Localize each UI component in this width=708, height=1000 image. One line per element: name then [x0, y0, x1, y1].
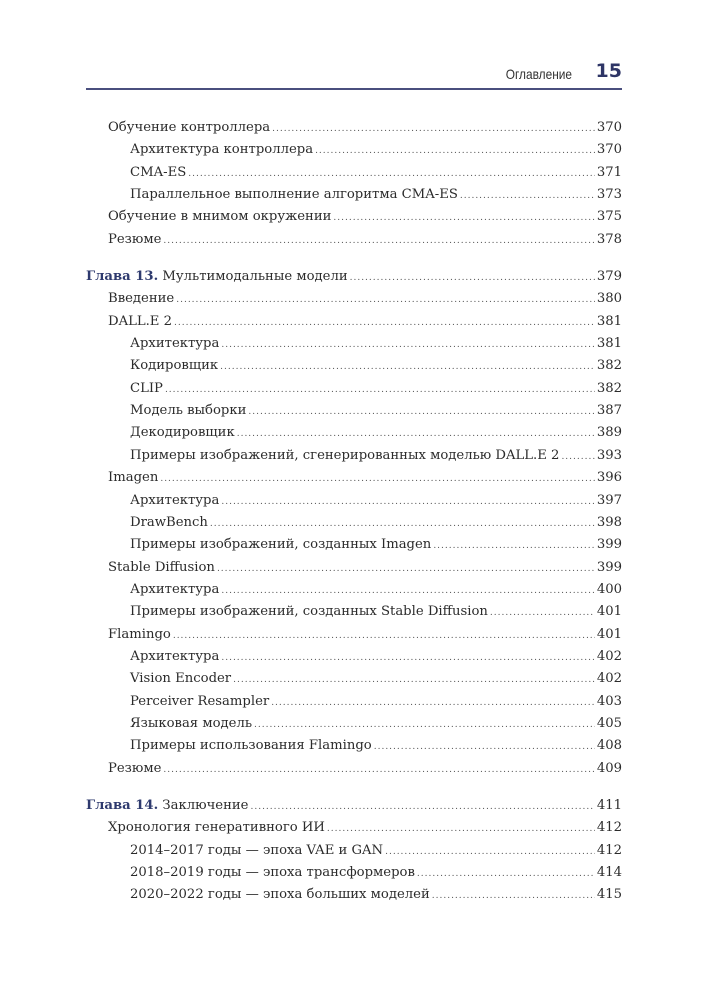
toc-entry[interactable] [86, 403, 622, 425]
page-number: 15 [595, 60, 622, 82]
toc-entry-page: 412 [596, 842, 622, 858]
toc-entry-page: 387 [596, 403, 622, 419]
toc-entry-label [130, 671, 231, 686]
dot-leader [233, 675, 595, 685]
toc-entry-page: 382 [596, 380, 622, 396]
toc-entry-page: 400 [596, 581, 622, 597]
toc-entry[interactable] [86, 560, 622, 582]
dot-leader [221, 497, 594, 507]
toc-entry-label [130, 403, 246, 418]
toc-entry-title: Архитектура [130, 648, 220, 664]
dot-leader [417, 869, 595, 879]
toc-entry-page: 399 [596, 559, 622, 575]
toc-entry-label [108, 120, 270, 135]
toc-entry[interactable] [86, 165, 622, 187]
toc-entry[interactable] [86, 142, 622, 164]
dot-leader [163, 236, 594, 246]
toc-entry-label [108, 470, 158, 485]
toc-entry-title: Резюме [108, 231, 162, 247]
dot-leader [433, 541, 595, 551]
toc-entry[interactable] [86, 843, 622, 865]
toc-entry[interactable] [86, 314, 622, 336]
toc-entry-title: CLIP [130, 380, 163, 396]
toc-entry-label [130, 537, 431, 552]
toc-entry-page: 373 [596, 187, 622, 203]
toc-entry-label [130, 865, 415, 880]
toc-entry-page: 398 [596, 514, 622, 530]
toc-entry[interactable] [86, 448, 622, 470]
toc-entry-title: DrawBench [130, 514, 208, 530]
toc-entry-label [130, 358, 218, 373]
toc-entry[interactable] [86, 865, 622, 887]
toc-entry[interactable] [86, 671, 622, 693]
dot-leader [210, 519, 595, 529]
toc-entry[interactable] [86, 820, 622, 842]
toc-entry[interactable] [86, 120, 622, 142]
toc-entry-label [130, 493, 219, 508]
header-title: Оглавление [505, 66, 572, 82]
table-of-contents [86, 120, 622, 910]
toc-entry-label [108, 314, 172, 329]
toc-entry-title: Заключение [158, 797, 249, 813]
dot-leader [333, 213, 594, 223]
toc-entry-label [130, 425, 235, 440]
dot-leader [221, 653, 594, 663]
toc-entry-title: Примеры изображений, сгенерированных моделью DALL.E 2 [130, 447, 560, 463]
toc-entry[interactable] [86, 716, 622, 738]
toc-entry-label [130, 582, 219, 597]
toc-entry-title: Примеры изображений, созданных Imagen [130, 537, 432, 553]
toc-entry-label [108, 209, 331, 224]
dot-leader [188, 169, 595, 179]
toc-entry-title: Обучение контроллера [108, 120, 271, 135]
toc-entry-page: 371 [596, 164, 622, 180]
toc-entry-label [130, 336, 219, 351]
toc-entry-page: 403 [596, 693, 622, 709]
toc-entry-title: Мультимодальные модели [158, 269, 348, 285]
toc-entry[interactable] [86, 291, 622, 313]
dot-leader [160, 474, 595, 484]
dot-leader [460, 191, 595, 201]
toc-entry-page: 389 [596, 425, 622, 441]
chapter-number: Глава 13. [86, 269, 159, 285]
dot-leader [221, 340, 594, 350]
toc-entry-title: Резюме [108, 760, 162, 776]
toc-entry-label [130, 604, 488, 619]
toc-entry-label [108, 232, 161, 247]
toc-entry-label [130, 887, 430, 902]
toc-entry-label [108, 761, 161, 776]
toc-entry-title: Языковая модель [130, 715, 252, 731]
toc-entry-label [130, 649, 219, 664]
toc-entry[interactable] [86, 582, 622, 604]
dot-leader [217, 564, 595, 574]
toc-entry[interactable] [86, 209, 622, 231]
toc-entry-label [108, 627, 171, 642]
dot-leader [350, 273, 595, 283]
toc-entry-page: 379 [596, 269, 622, 285]
toc-entry-title: Модель выборки [130, 403, 247, 419]
toc-entry-label [86, 798, 248, 813]
toc-entry[interactable] [86, 627, 622, 649]
toc-entry[interactable] [86, 493, 622, 515]
toc-entry-label [130, 448, 559, 463]
dot-leader [327, 824, 595, 834]
toc-entry-page: 375 [596, 209, 622, 225]
toc-entry-page: 401 [596, 626, 622, 642]
toc-entry-title: Декодировщик [130, 425, 235, 441]
toc-entry-label [130, 142, 313, 157]
toc-entry-title: Обучение в мнимом окружении [108, 209, 332, 225]
toc-entry-page: 382 [596, 358, 622, 374]
dot-leader [385, 847, 595, 857]
toc-entry[interactable] [86, 187, 622, 209]
toc-entry-title: 2018–2019 годы — эпоха трансформеров [130, 865, 415, 880]
dot-leader [176, 295, 595, 305]
toc-entry[interactable] [86, 470, 622, 492]
toc-entry-label [130, 515, 208, 530]
toc-entry-title: Архитектура [130, 581, 220, 597]
toc-entry-page: 380 [596, 291, 622, 307]
toc-entry-label [130, 381, 163, 396]
dot-leader [315, 146, 595, 156]
toc-entry-title: Параллельное выполнение алгоритма CMA-ES [130, 187, 458, 203]
toc-entry-title: Примеры использования Flamingo [130, 738, 372, 754]
toc-entry[interactable] [86, 425, 622, 447]
dot-leader [165, 385, 595, 395]
toc-entry-page: 381 [596, 336, 622, 352]
toc-entry-title: Введение [108, 291, 175, 307]
toc-chapter-entry[interactable] [86, 269, 622, 291]
toc-entry[interactable] [86, 761, 622, 783]
toc-entry[interactable] [86, 515, 622, 537]
toc-entry-page: 381 [596, 313, 622, 329]
toc-entry-page: 397 [596, 492, 622, 508]
dot-leader [248, 407, 594, 417]
toc-entry-page: 401 [596, 604, 622, 620]
dot-leader [272, 124, 595, 134]
toc-chapter-entry[interactable] [86, 798, 622, 820]
chapter-number: Глава 14. [86, 797, 159, 813]
toc-entry[interactable] [86, 738, 622, 760]
toc-entry-title: 2014–2017 годы — эпоха VAE и GAN [130, 842, 384, 858]
toc-entry-label [130, 716, 252, 731]
toc-entry-title: Stable Diffusion [108, 559, 215, 575]
dot-leader [250, 802, 594, 812]
toc-entry[interactable] [86, 232, 622, 254]
toc-entry-title: Vision Encoder [130, 671, 232, 687]
running-header [86, 58, 622, 90]
toc-entry-label [86, 269, 348, 284]
toc-entry-page: 393 [596, 447, 622, 463]
toc-entry-title: Perceiver Resampler [130, 693, 270, 709]
toc-entry-page: 370 [596, 120, 622, 135]
toc-entry-page: 415 [596, 887, 622, 903]
dot-leader [432, 891, 595, 901]
dot-leader [254, 720, 595, 730]
toc-entry-page: 409 [596, 760, 622, 776]
toc-entry-page: 414 [596, 865, 622, 880]
dot-leader [174, 318, 595, 328]
toc-entry[interactable] [86, 887, 622, 909]
toc-entry-title: Архитектура [130, 336, 220, 352]
toc-entry-title: 2020–2022 годы — эпоха больших моделей [130, 887, 430, 903]
dot-leader [271, 698, 595, 708]
toc-entry-title: DALL.E 2 [108, 313, 173, 329]
toc-entry[interactable] [86, 537, 622, 559]
dot-leader [163, 765, 594, 775]
dot-leader [490, 608, 595, 618]
toc-entry-page: 370 [596, 142, 622, 158]
toc-entry-label [108, 291, 174, 306]
dot-leader [220, 362, 595, 372]
toc-entry-page: 405 [596, 715, 622, 731]
toc-entry-page: 412 [596, 820, 622, 836]
toc-entry-page: 399 [596, 537, 622, 553]
toc-entry-page: 411 [596, 797, 622, 813]
toc-entry-title: Архитектура контроллера [130, 142, 314, 158]
toc-entry-label [130, 843, 383, 858]
toc-entry-label [108, 820, 325, 835]
toc-entry-label [130, 187, 458, 202]
toc-entry-label [130, 694, 269, 709]
toc-entry[interactable] [86, 381, 622, 403]
toc-entry-title: Хронология генеративного ИИ [108, 820, 325, 836]
dot-leader [221, 586, 594, 596]
dot-leader [561, 452, 594, 462]
toc-entry-page: 408 [596, 738, 622, 754]
toc-entry-title: Примеры изображений, созданных Stable Diffusion [130, 604, 488, 620]
toc-entry-title: CMA-ES [130, 164, 187, 180]
toc-entry-label [130, 738, 372, 753]
toc-entry-page: 396 [596, 470, 622, 486]
toc-entry[interactable] [86, 604, 622, 626]
toc-entry-page: 402 [596, 648, 622, 664]
toc-entry-label [130, 165, 186, 180]
toc-entry-title: Кодировщик [130, 358, 219, 374]
toc-entry-title: Flamingo [108, 626, 171, 642]
toc-entry-page: 402 [596, 671, 622, 687]
dot-leader [237, 429, 595, 439]
toc-entry-page: 378 [596, 231, 622, 247]
toc-entry[interactable] [86, 694, 622, 716]
toc-entry[interactable] [86, 358, 622, 380]
dot-leader [374, 742, 595, 752]
toc-entry-title: Imagen [108, 470, 159, 486]
toc-entry[interactable] [86, 649, 622, 671]
toc-entry-label [108, 560, 215, 575]
dot-leader [173, 631, 595, 641]
toc-entry[interactable] [86, 336, 622, 358]
toc-entry-title: Архитектура [130, 492, 220, 508]
